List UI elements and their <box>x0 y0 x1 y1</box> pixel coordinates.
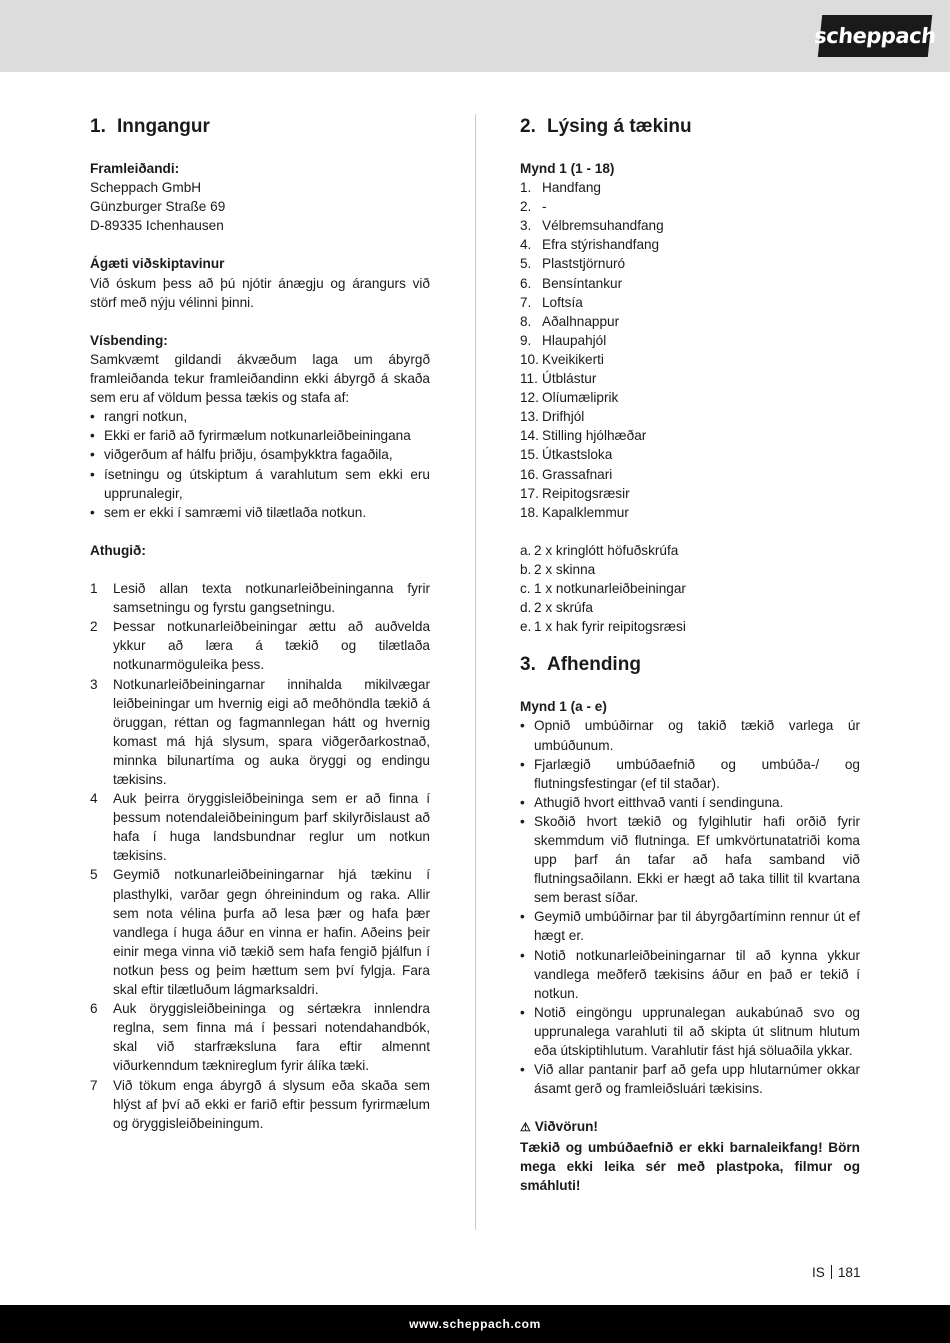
part-name: Útblástur <box>542 371 597 387</box>
part-item <box>520 331 860 350</box>
part-item <box>520 293 860 312</box>
list-item: • Fjarlægið umbúðaefnið og umbúða-/ og flutningsfestingar (ef til staðar). <box>520 755 860 793</box>
item-number: 2 <box>90 619 98 635</box>
accessory-letter: c. <box>520 581 531 597</box>
manufacturer-label: Framleiðandi: <box>90 161 180 176</box>
numbered-item <box>90 675 430 790</box>
list-item: • Opnið umbúðirnar og takið tækið varlega úr umbúðunum. <box>520 716 860 754</box>
list-item: • rangri notkun, <box>90 407 430 426</box>
address-line: Scheppach GmbH <box>90 180 202 196</box>
item-text: Geymið notkunarleiðbeiningarnar hjá tækinu í plasthylki, varðar gegn óhreinindum og raka. Allir sem nota vélina þurfa að lesa þær og hafa þær vandlega í huga áður en vinna er hafin. Aðeins þeir einir mega vinna við tækið sem hafa fengið þjálfun í notkun þess og þeim hættum sem því fylgja. Fara skal eftir tilætluðum lágmarksaldri. <box>113 867 430 998</box>
warning-text: Tækið og umbúðaefnið er ekki barnaleikfang! Börn mega ekki leika sér með plastpoka, filmur og smáhluti! <box>520 1139 860 1193</box>
part-number: 5. <box>520 256 532 272</box>
part-name: Plaststjörnuró <box>542 256 626 272</box>
part-item <box>520 407 860 426</box>
part-name: Stilling hjólhæðar <box>542 428 647 444</box>
part-name: Reipitogsræsir <box>542 485 630 501</box>
part-item <box>520 369 860 388</box>
part-item <box>520 503 860 522</box>
left-column <box>90 114 430 1133</box>
item-number: 5 <box>90 867 98 883</box>
part-item <box>520 484 860 503</box>
list-item: • Geymið umbúðirnar þar til ábyrgðartíminn rennur út ef hægt er. <box>520 907 860 945</box>
item-number: 6 <box>90 1001 98 1017</box>
part-name: Loftsía <box>542 294 583 310</box>
header-bar <box>0 0 950 72</box>
part-name: Kapalklemmur <box>542 504 629 520</box>
address-line: Günzburger Straße 69 <box>90 199 226 215</box>
list-item: • Við allar pantanir þarf að gefa upp hlutarnúmer okkar ásamt gerð og framleiðsluári tækisins. <box>520 1060 860 1098</box>
manufacturer-address <box>90 178 430 235</box>
section-heading-introduction: 1. Inngangur <box>90 116 210 137</box>
item-text: Þessar notkunarleiðbeiningar ættu að auðvelda ykkur að læra á tækið og tilætlaða notkunarmöguleika þess. <box>113 619 430 673</box>
accessory-name: 2 x skrúfa <box>534 600 593 616</box>
section-heading-delivery: 3. Afhending <box>520 654 641 676</box>
part-name: Aðalhnappur <box>542 313 620 329</box>
list-item: • Athugið hvort eitthvað vanti í sendinguna. <box>520 793 860 812</box>
page-number: IS 181 <box>812 1265 861 1280</box>
numbered-item <box>90 999 430 1075</box>
item-text: Lesið allan texta notkunarleiðbeininganna fyrir samsetningu og fyrstu gangsetningu. <box>113 581 430 616</box>
list-item: • Notið eingöngu upprunalegan aukabúnað svo og upprunalega varahluti til að skipta út slitnum hlutum eða útskiptihlutum. Varahlutir fást hjá söluaðila ykkar. <box>520 1003 860 1060</box>
part-item <box>520 312 860 331</box>
part-number: 15. <box>520 447 539 463</box>
part-item <box>520 216 860 235</box>
list-item: • ísetningu og útskiptum á varahlutum sem ekki eru upprunalegir, <box>90 465 430 503</box>
accessory-letter: a. <box>520 542 532 558</box>
item-number: 1 <box>90 581 98 597</box>
section-heading-description: 2. Lýsing á tækinu <box>520 116 692 137</box>
accessory-name: 1 x hak fyrir reipitogsræsi <box>534 619 686 635</box>
accessory-item <box>520 541 860 560</box>
part-number: 16. <box>520 466 539 482</box>
part-name: Vélbremsuhandfang <box>542 218 664 234</box>
note-label: Vísbending: <box>90 332 168 348</box>
part-number: 9. <box>520 332 532 348</box>
part-name: Kveikikerti <box>542 351 604 367</box>
part-name: Handfang <box>542 180 601 196</box>
part-name: Hlaupahjól <box>542 332 607 348</box>
part-number: 7. <box>520 294 532 310</box>
part-number: 11. <box>520 371 538 387</box>
item-text: Við tökum enga ábyrgð á slysum eða skaða sem hlýst af því að ekki er farið eftir þessum fyrirmælum og öryggisleiðbeiningum. <box>113 1077 430 1131</box>
part-number: 8. <box>520 313 532 329</box>
attention-list <box>90 579 430 1133</box>
accessory-name: 2 x kringlótt höfuðskrúfa <box>534 542 679 558</box>
right-column <box>520 114 860 1195</box>
part-number: 4. <box>520 237 532 253</box>
numbered-item <box>90 617 430 674</box>
column-divider <box>475 114 476 1230</box>
part-number: 10. <box>520 351 539 367</box>
part-item <box>520 465 860 484</box>
accessory-letter: b. <box>520 561 532 577</box>
footer-bar <box>0 1305 950 1343</box>
part-item <box>520 388 860 407</box>
accessory-name: 2 x skinna <box>534 561 596 577</box>
list-item: • viðgerðum af hálfu þriðju, ósamþykktra fagaðila, <box>90 445 430 464</box>
item-number: 4 <box>90 791 98 807</box>
part-number: 12. <box>520 390 539 406</box>
part-item <box>520 445 860 464</box>
part-number: 17. <box>520 485 539 501</box>
item-number: 7 <box>90 1077 98 1093</box>
parts-list <box>520 178 860 522</box>
figure-label-parts: Mynd 1 (1 - 18) <box>520 161 615 176</box>
footer-url[interactable]: www.scheppach.com <box>409 1317 541 1331</box>
warning-icon: ⚠ <box>520 1120 531 1135</box>
note-text: Samkvæmt gildandi ákvæðum laga um ábyrgð framleiðanda tekur framleiðandinn ekki ábyrgð á skaða sem eru af völdum þessa tækis og stafa af: <box>90 351 430 406</box>
part-item <box>520 235 860 254</box>
item-text: Notkunarleiðbeiningarnar innihalda mikilvægar leiðbeiningar um hvernig eigi að meðhöndla tækið á öruggan, réttan og fagmannlegan hátt og hvernig komast má hjá slysum, spara viðgerðarkostnað, minnka bilunartíma og auka öryggi og endingu tækisins. <box>113 676 430 787</box>
part-name: Olíumæliprik <box>542 390 619 406</box>
note-list <box>90 407 430 522</box>
address-line: D-89335 Ichenhausen <box>90 218 224 234</box>
part-name: Efra stýrishandfang <box>542 237 660 253</box>
accessory-item <box>520 579 860 598</box>
list-item: • Skoðið hvort tækið og fylgihlutir hafi orðið fyrir skemmdum við flutninga. Ef umkvörtunatatriði koma upp þarf án tafar að hafa samband við flutningsaðilann. Ekki er hægt að taka tillit til kvartana sem berast síðar. <box>520 812 860 907</box>
numbered-item <box>90 579 430 617</box>
dear-customer-label: Ágæti viðskiptavinur <box>90 256 225 272</box>
delivery-list <box>520 716 860 1098</box>
part-number: 18. <box>520 504 539 520</box>
accessory-letter: d. <box>520 600 532 616</box>
brand-logo: scheppach <box>818 15 932 57</box>
accessory-item <box>520 598 860 617</box>
part-item <box>520 197 860 216</box>
accessory-item <box>520 560 860 579</box>
item-text: Auk þeirra öryggisleiðbeininga sem er að finna í þessum notendaleiðbeiningum þarf skilyrðislaust að hafa í huga landsbundnar reglur um notkun tækisins. <box>113 791 430 864</box>
part-name: Grassafnari <box>542 466 613 482</box>
list-item: • Ekki er farið að fyrirmælum notkunarleiðbeiningana <box>90 426 430 445</box>
accessories-list <box>520 541 860 636</box>
part-item <box>520 254 860 273</box>
part-name: Drifhjól <box>542 409 585 425</box>
part-name: Útkastsloka <box>542 447 613 463</box>
accessory-name: 1 x notkunarleiðbeiningar <box>534 581 686 597</box>
part-name: - <box>542 199 547 215</box>
numbered-item <box>90 789 430 865</box>
part-item <box>520 426 860 445</box>
accessory-letter: e. <box>520 619 532 635</box>
numbered-item <box>90 1076 430 1133</box>
item-number: 3 <box>90 676 98 692</box>
numbered-item <box>90 865 430 999</box>
warning-heading: ⚠ Viðvörun! <box>520 1117 860 1137</box>
part-number: 3. <box>520 218 532 234</box>
part-name: Bensíntankur <box>542 275 623 291</box>
part-number: 1. <box>520 180 532 196</box>
part-number: 2. <box>520 199 532 215</box>
list-item: • sem er ekki í samræmi við tilætlaða notkun. <box>90 503 430 522</box>
part-number: 13. <box>520 409 539 425</box>
part-number: 6. <box>520 275 532 291</box>
item-text: Auk öryggisleiðbeininga og sértækra innlendra reglna, sem finna má í þessari notendahandbók, skal við starfræksluna fara eftir almennt viðurkenndum tæknireglum fyrir álíka tæki. <box>113 1001 430 1074</box>
attention-label: Athugið: <box>90 542 146 558</box>
figure-label-delivery: Mynd 1 (a - e) <box>520 699 607 715</box>
part-item <box>520 274 860 293</box>
part-item <box>520 350 860 369</box>
part-item <box>520 178 860 197</box>
accessory-item <box>520 617 860 636</box>
list-item: • Notið notkunarleiðbeiningarnar til að kynna ykkur vandlega meðferð tækisins áður en það er tekið í notkun. <box>520 946 860 1003</box>
dear-customer-text: Við óskum þess að þú njótir ánægju og árangurs við störf með nýju vélinni þinni. <box>90 275 430 310</box>
part-number: 14. <box>520 428 539 444</box>
